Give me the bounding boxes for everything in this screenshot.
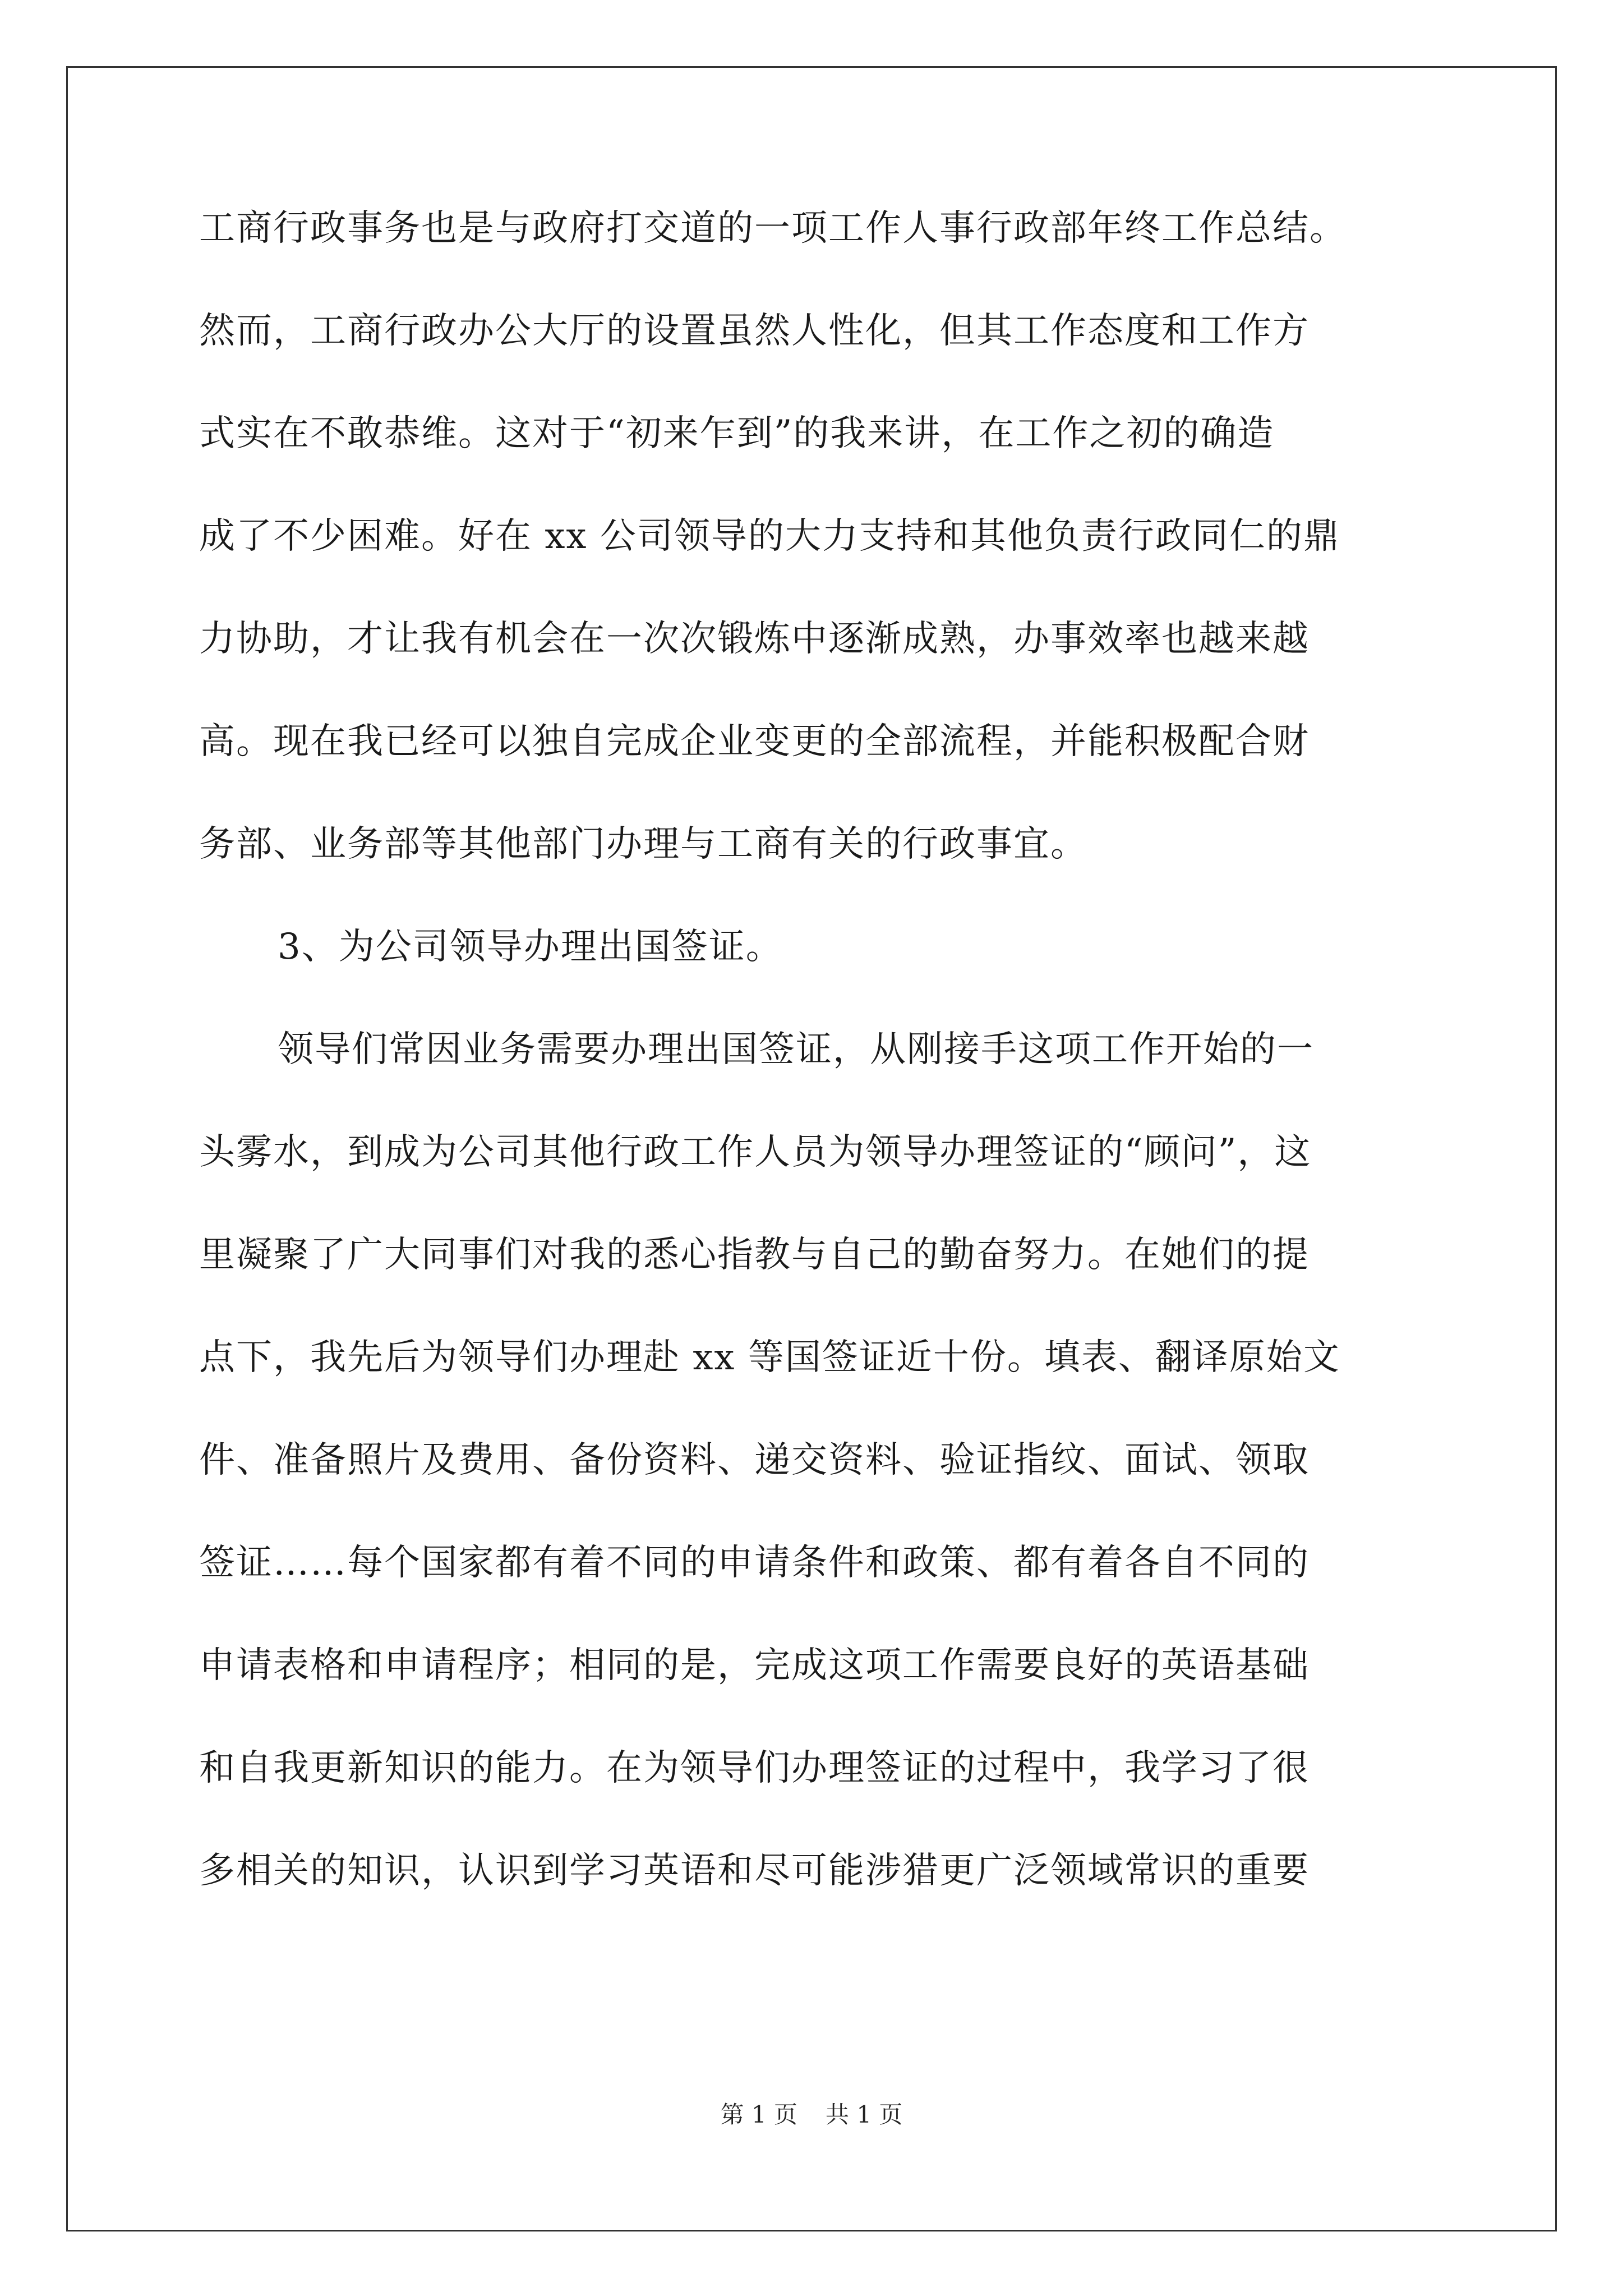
text-line: 领导们常因业务需要办理出国签证，从刚接手这项工作开始的一 — [278, 1029, 1314, 1070]
text-line: 和自我更新知识的能力。在为领导们办理签证的过程中，我学习了很 — [199, 1747, 1310, 1789]
text-line: 力协助，才让我有机会在一次次锻炼中逐渐成熟，办事效率也越来越 — [199, 618, 1310, 660]
text-line: 点下，我先后为领导们办理赴 xx 等国签证近十份。填表、翻译原始文 — [199, 1337, 1340, 1378]
text-line: 多相关的知识，认识到学习英语和尽可能涉猎更广泛领域常识的重要 — [199, 1850, 1310, 1892]
page-footer — [0, 2098, 1623, 2132]
text-line: 工商行政事务也是与政府打交道的一项工作人事行政部年终工作总结。 — [199, 208, 1347, 249]
text-line: 申请表格和申请程序；相同的是，完成这项工作需要良好的英语基础 — [199, 1645, 1310, 1686]
text-line: 然而，工商行政办公大厅的设置虽然人性化，但其工作态度和工作方 — [199, 310, 1310, 352]
text-line: 件、准备照片及费用、备份资料、递交资料、验证指纹、面试、领取 — [199, 1439, 1310, 1481]
text-line: 成了不少困难。好在 xx 公司领导的大力支持和其他负责行政同仁的鼎 — [199, 516, 1340, 557]
text-line: 签证……每个国家都有着不同的申请条件和政策、都有着各自不同的 — [199, 1542, 1310, 1584]
page-number-total: 共 1 页 — [826, 2101, 903, 2128]
text-line: 里凝聚了广大同事们对我的悉心指教与自己的勤奋努力。在她们的提 — [199, 1234, 1310, 1276]
text-line: 头雾水，到成为公司其他行政工作人员为领导办理签证的“顾问”，这 — [199, 1131, 1312, 1173]
page-number-current: 第 1 页 — [720, 2101, 797, 2128]
section-heading: 3、为公司领导办理出国签证。 — [278, 926, 783, 968]
text-line: 高。现在我已经可以独自完成企业变更的全部流程，并能积极配合财 — [199, 721, 1310, 762]
text-line: 式实在不敢恭维。这对于“初来乍到”的我来讲，在工作之初的确造 — [199, 413, 1275, 454]
text-line: 务部、业务部等其他部门办理与工商有关的行政事宜。 — [199, 823, 1087, 865]
